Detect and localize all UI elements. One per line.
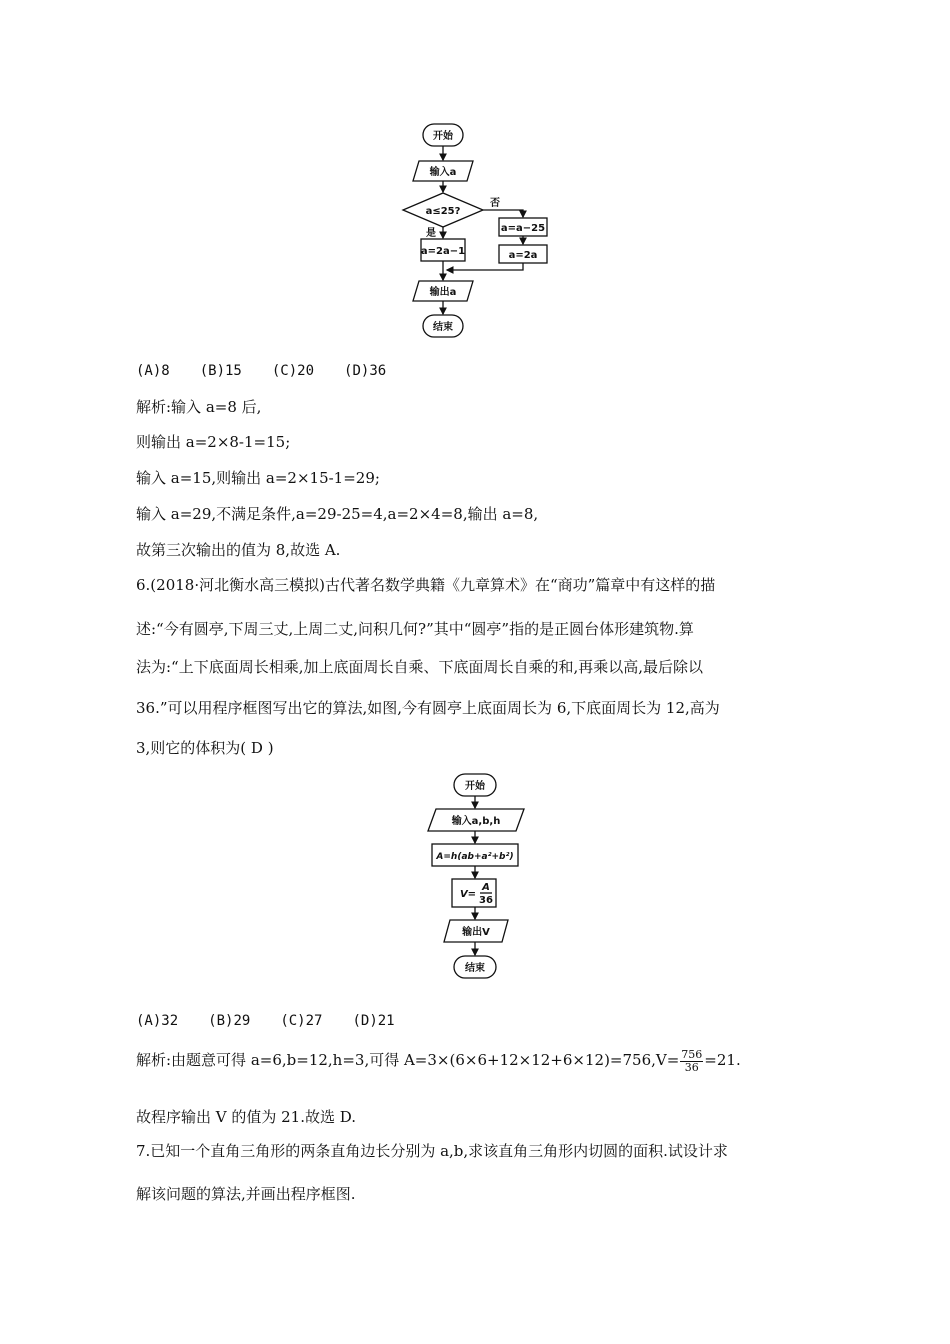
- q5-analysis-line: 输入 a=15,则输出 a=2×15-1=29;: [136, 469, 380, 487]
- fc1-condition-text: a≤25?: [425, 206, 461, 217]
- q6-stem-line: 36.”可以用程序框图写出它的算法,如图,今有圆亭上底面周长为 6,下底面周长为 12,高为: [136, 699, 720, 717]
- fc2-start-text: 开始: [465, 781, 485, 792]
- fc2-v-lhs: V=: [459, 889, 477, 900]
- fc1-no-label: 否: [490, 198, 500, 209]
- fc1-output-text: 输出a: [429, 287, 457, 298]
- choice-d: (D)36: [344, 363, 387, 379]
- q5-analysis-line: 解析:输入 a=8 后,: [136, 398, 262, 416]
- choice-c: (C)20: [271, 363, 315, 379]
- fc2-formula-text: A=h(ab+a²+b²): [436, 852, 514, 862]
- flowchart-1: [395, 118, 565, 348]
- fc1-end-text: 结束: [433, 322, 453, 333]
- fc2-end-text: 结束: [465, 963, 485, 974]
- choice-a: (A)8: [136, 363, 170, 379]
- q6-analysis-suffix: =21.: [704, 1051, 741, 1069]
- choice-d: (D)21: [352, 1013, 395, 1029]
- choice-b: (B)15: [199, 363, 242, 379]
- choice-a: (A)32: [136, 1013, 179, 1029]
- q7-stem-line: 7.已知一个直角三角形的两条直角边长分别为 a,b,求该直角三角形内切圆的面积.试设计求: [136, 1142, 728, 1160]
- flowchart-2: [420, 768, 530, 990]
- fc1-yes-branch-text: a=2a−1: [420, 246, 466, 257]
- q5-analysis-line: 则输出 a=2×8-1=15;: [136, 433, 291, 451]
- v-fraction-den: 36: [684, 1060, 699, 1074]
- fc2-output-text: 输出V: [462, 927, 490, 938]
- fc1-no-step1-text: a=a−25: [500, 223, 546, 234]
- q6-stem-line: 述:“今有圆亭,下周三丈,上周二丈,问积几何?”其中“圆亭”指的是正圆台体形建筑物.算: [136, 620, 694, 638]
- fc2-input-text: 输入a,b,h: [451, 816, 501, 827]
- q7-stem-line: 解该问题的算法,并画出程序框图.: [136, 1185, 356, 1203]
- v-fraction-num: 756: [681, 1047, 703, 1061]
- q6-stem-line: 法为:“上下底面周长相乘,加上底面周长自乘、下底面周长自乘的和,再乘以高,最后除以: [136, 658, 704, 676]
- q6-stem-line: 6.(2018·河北衡水高三模拟)古代著名数学典籍《九章算术》在“商功”篇章中有这样的描: [136, 576, 716, 594]
- q6-conclusion: 故程序输出 V 的值为 21.故选 D.: [136, 1108, 357, 1126]
- fc1-yes-label: 是: [426, 228, 436, 239]
- fc1-no-step2-text: a=2a: [508, 250, 538, 261]
- fc2-v-den: 36: [479, 895, 493, 906]
- q6-analysis: [136, 1047, 741, 1074]
- fc2-v-num: A: [482, 882, 490, 893]
- q5-analysis-line: 故第三次输出的值为 8,故选 A.: [136, 541, 341, 559]
- q6-stem-line: 3,则它的体积为( D ): [136, 739, 274, 757]
- fc1-start-text: 开始: [433, 131, 453, 142]
- q5-analysis-line: 输入 a=29,不满足条件,a=29-25=4,a=2×4=8,输出 a=8,: [136, 505, 539, 523]
- choice-c: (C)27: [280, 1013, 323, 1029]
- q5-choices: [136, 360, 416, 381]
- fc1-input-text: 输入a: [429, 167, 457, 178]
- q6-analysis-prefix: 解析:由题意可得 a=6,b=12,h=3,可得 A=3×(6×6+12×12+6×12)=756,V=: [136, 1051, 680, 1069]
- choice-b: (B)29: [208, 1013, 251, 1029]
- v-fraction: [680, 1049, 703, 1074]
- q6-choices: [136, 1010, 425, 1031]
